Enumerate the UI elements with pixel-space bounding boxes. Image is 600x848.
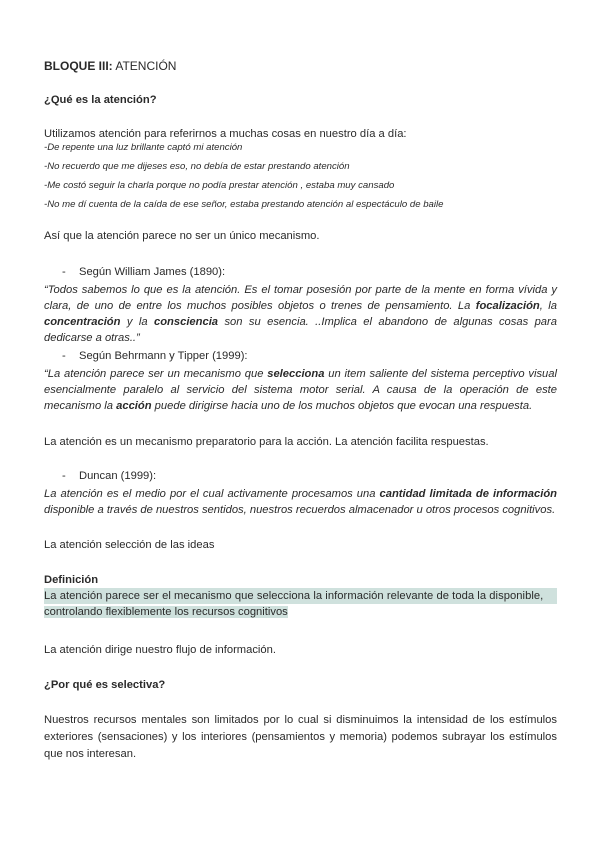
definition-line-2: controlando flexiblemente los recursos cognitivos (44, 606, 288, 618)
behrmann-source: - Según Behrmann y Tipper (1999): (62, 350, 248, 362)
behrmann-quote: “La atención parece ser un mecanismo que selecciona un item saliente del sistema perceptivo visual esencialmente paralelo al servicio del sistema motor serial. A causa de la operación de este mecanismo la acción puede dirigirse hacia uno de los muchos objetos que evocan una respuesta. (44, 368, 557, 412)
james-source: - Según William James (1890): (62, 266, 226, 278)
example-item: -Me costó seguir la charla porque no podía prestar atención , estaba muy cansado (44, 180, 395, 191)
example-item: -De repente una luz brillante captó mi atención (44, 142, 243, 153)
duncan-quote: La atención es el medio por el cual activamente procesamos una cantidad limitada de información disponible a través de nuestros sentidos, nuestros recuerdos almacenador u otros procesos cognitivos. (44, 488, 557, 516)
not-single-mechanism: Así que la atención parece no ser un único mecanismo. (44, 230, 320, 242)
duncan-source: - Duncan (1999): (62, 470, 157, 482)
james-source-text: Según William James (1890): (79, 266, 226, 278)
selection-of-ideas: La atención selección de las ideas (44, 539, 215, 551)
james-quote: “Todos sabemos lo que es la atención. Es el tomar posesión por parte de la mente en forma vívida y clara, de uno de entre los muchos posibles objetos o trenes de pensamiento. La focalización, la concentración y la consciencia son su esencia. ..Implica el abandono de algunas cosas para dedicarse a otras..” (44, 284, 557, 344)
block-topic: ATENCIÓN (115, 59, 177, 73)
example-item: -No recuerdo que me dijeses eso, no debía de estar prestando atención (44, 161, 350, 172)
question-why-selective: ¿Por qué es selectiva? (44, 679, 166, 691)
duncan-source-text: Duncan (1999): (79, 470, 157, 482)
definition-title: Definición (44, 574, 99, 586)
definition-text (44, 588, 557, 620)
block-label: BLOQUE III: (44, 59, 113, 73)
block-heading (44, 58, 557, 74)
preparatory-mechanism: La atención es un mecanismo preparatorio para la acción. La atención facilita respuestas. (44, 436, 489, 448)
definition-line-1: La atención parece ser el mecanismo que selecciona la información relevante de toda la disponible, (44, 588, 557, 604)
example-item: -No me dí cuenta de la caída de ese señor, estaba prestando atención al espectáculo de baile (44, 199, 444, 210)
examples-list (44, 138, 557, 214)
final-paragraph: Nuestros recursos mentales son limitados por lo cual si disminuimos la intensidad de los estímulos exteriores (sensaciones) y los interiores (pensamientos y memoria) podemos subrayar los estímulos que nos interesan. (44, 714, 557, 760)
information-flow: La atención dirige nuestro flujo de información. (44, 644, 276, 656)
definition-line-2-wrap (44, 604, 557, 620)
question-what-is-attention: ¿Qué es la atención? (44, 94, 157, 106)
behrmann-source-text: Según Behrmann y Tipper (1999): (79, 350, 248, 362)
intro-text: Utilizamos atención para referirnos a muchas cosas en nuestro día a día: (44, 128, 407, 140)
